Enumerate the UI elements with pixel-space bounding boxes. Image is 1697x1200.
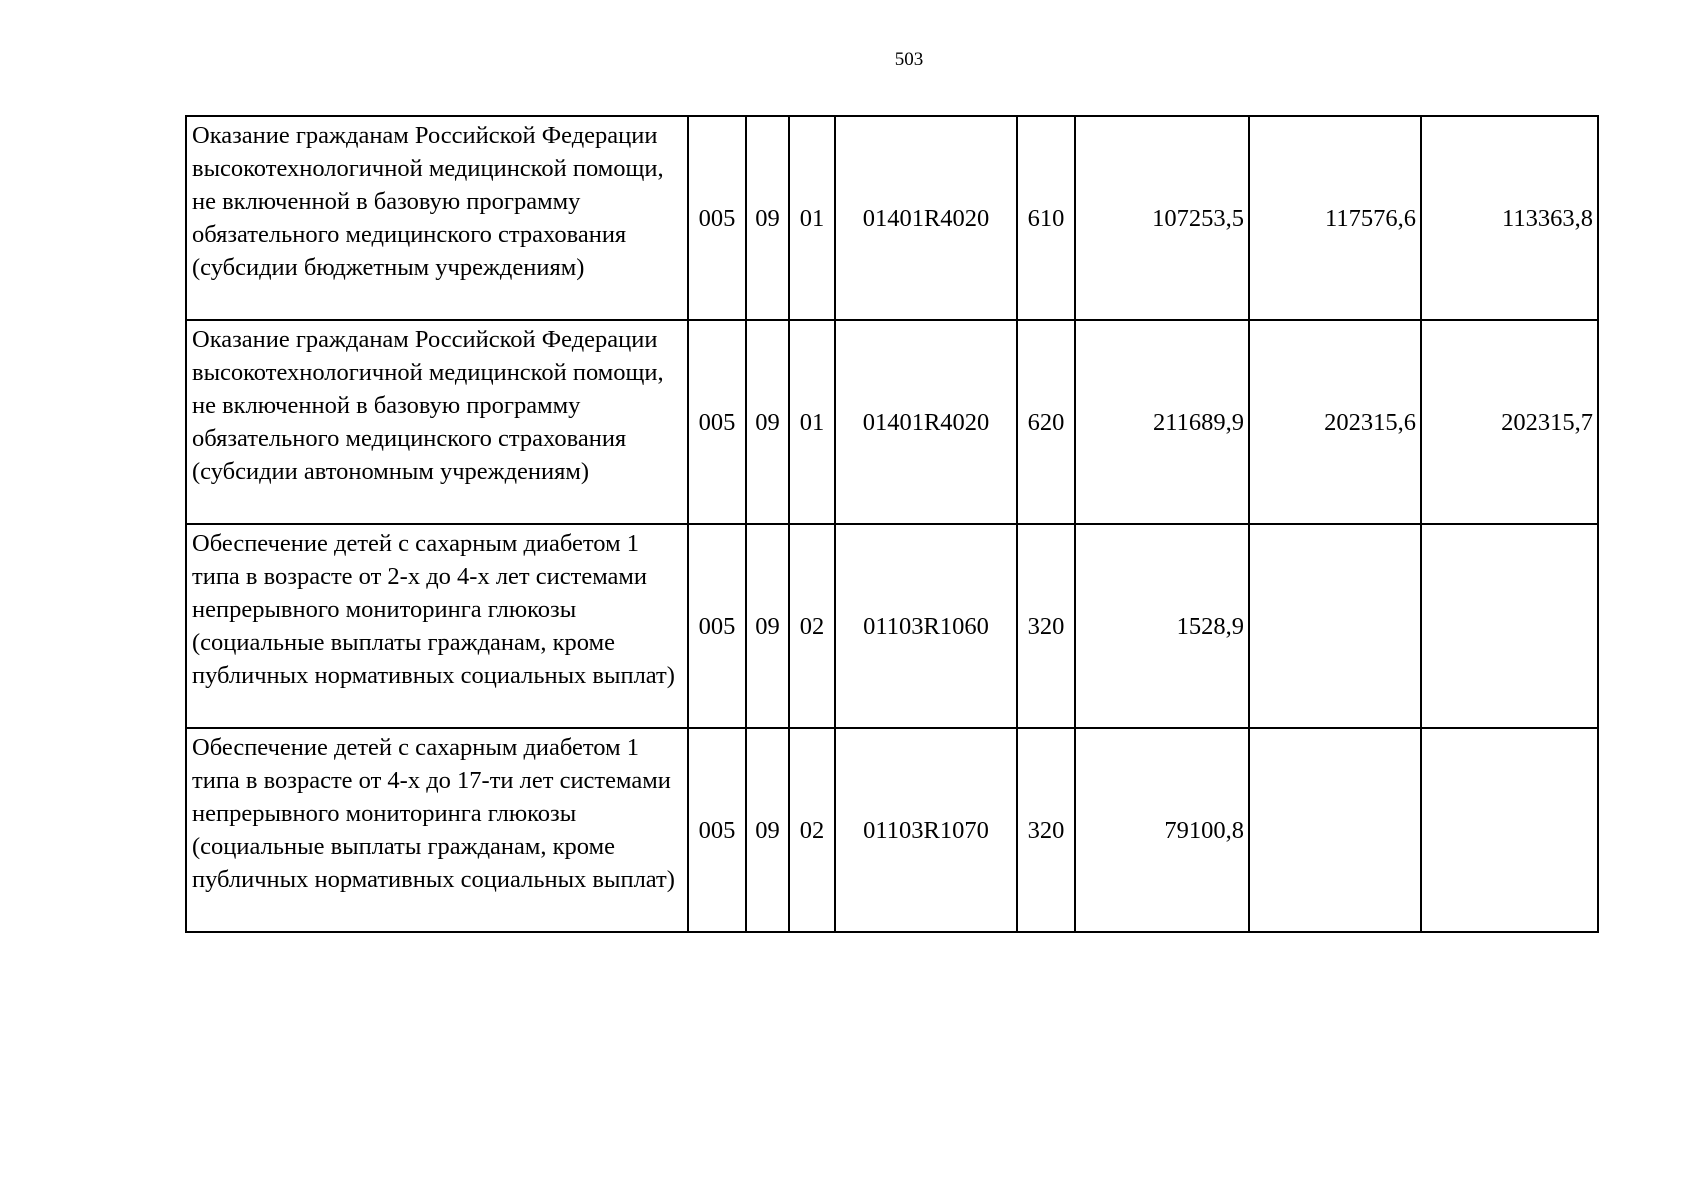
subsection-cell: 01 xyxy=(789,116,835,320)
ministry-cell: 005 xyxy=(688,728,746,932)
sum-1-cell: 1528,9 xyxy=(1075,524,1249,728)
target-article-cell: 01103R1070 xyxy=(835,728,1017,932)
table-row xyxy=(186,728,1598,932)
page-number: 503 xyxy=(894,49,924,70)
sum-3-cell: 202315,7 xyxy=(1421,320,1598,524)
expense-type-cell: 320 xyxy=(1017,524,1075,728)
section-cell: 09 xyxy=(746,116,789,320)
expense-type-cell: 620 xyxy=(1017,320,1075,524)
sum-2-cell xyxy=(1249,728,1421,932)
ministry-cell: 005 xyxy=(688,524,746,728)
sum-3-cell xyxy=(1421,728,1598,932)
section-cell: 09 xyxy=(746,524,789,728)
subsection-cell: 02 xyxy=(789,728,835,932)
sum-2-cell xyxy=(1249,524,1421,728)
target-article-cell: 01401R4020 xyxy=(835,116,1017,320)
subsection-cell: 01 xyxy=(789,320,835,524)
ministry-cell: 005 xyxy=(688,116,746,320)
target-article-cell: 01103R1060 xyxy=(835,524,1017,728)
table-row xyxy=(186,524,1598,728)
expense-type-cell: 320 xyxy=(1017,728,1075,932)
row-name-cell: Оказание гражданам Российской Федерации высокотехнологичной медицинской помощи, не включенной в базовую программу обязательного медицинского страхования (субсидии автономным учреждениям) xyxy=(186,320,688,524)
sum-1-cell: 211689,9 xyxy=(1075,320,1249,524)
section-cell: 09 xyxy=(746,320,789,524)
row-name-cell: Обеспечение детей с сахарным диабетом 1 типа в возрасте от 2-х до 4-х лет системами непрерывного мониторинга глюкозы (социальные выплаты гражданам, кроме публичных нормативных социальных выплат) xyxy=(186,524,688,728)
table-row xyxy=(186,116,1598,320)
table-row xyxy=(186,320,1598,524)
ministry-cell: 005 xyxy=(688,320,746,524)
sum-3-cell: 113363,8 xyxy=(1421,116,1598,320)
budget-table xyxy=(185,115,1599,933)
sum-3-cell xyxy=(1421,524,1598,728)
target-article-cell: 01401R4020 xyxy=(835,320,1017,524)
expense-type-cell: 610 xyxy=(1017,116,1075,320)
sum-1-cell: 107253,5 xyxy=(1075,116,1249,320)
row-name-cell: Обеспечение детей с сахарным диабетом 1 типа в возрасте от 4-х до 17-ти лет системами непрерывного мониторинга глюкозы (социальные выплаты гражданам, кроме публичных нормативных социальных выплат) xyxy=(186,728,688,932)
sum-2-cell: 117576,6 xyxy=(1249,116,1421,320)
row-name-cell: Оказание гражданам Российской Федерации высокотехнологичной медицинской помощи, не включенной в базовую программу обязательного медицинского страхования (субсидии бюджетным учреждениям) xyxy=(186,116,688,320)
subsection-cell: 02 xyxy=(789,524,835,728)
sum-2-cell: 202315,6 xyxy=(1249,320,1421,524)
section-cell: 09 xyxy=(746,728,789,932)
sum-1-cell: 79100,8 xyxy=(1075,728,1249,932)
